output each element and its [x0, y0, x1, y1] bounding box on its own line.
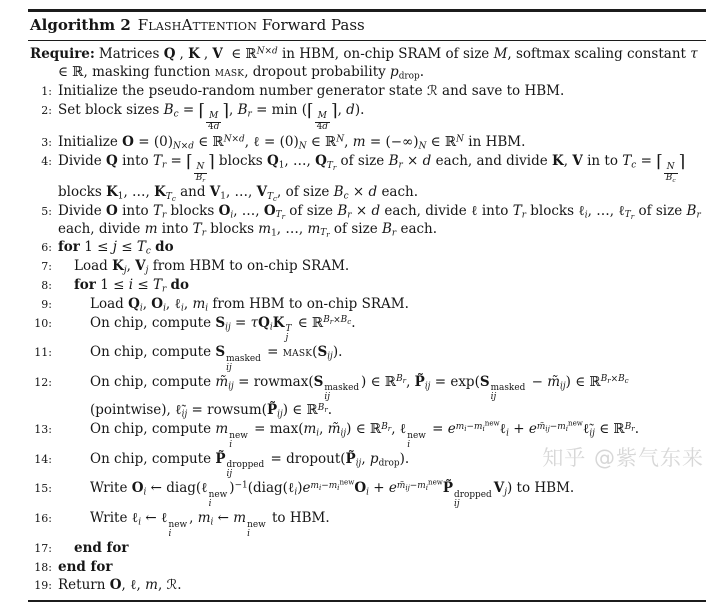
line-number: 7:	[41, 260, 52, 274]
line-content: Divide Q into $T_r$ = ⌈ $\frac{N}{B_r}$ ⌉ blocks $Q_1$, …, $Q_{T_r}$ of size $B_r \times d$ each, and divide K, V in to $T_c$ = ⌈ $\frac{N}{B_c}$ ⌉ blocks $K_1$, …, $K_{T_c}$ and $V_1$, …, $V_{T_c}$, of size $B_c \times d$ each.	[58, 151, 686, 203]
algorithm-line	[28, 315, 706, 344]
algorithm-line	[28, 258, 706, 276]
algorithm-block	[28, 9, 706, 602]
line-content: end for	[58, 558, 113, 575]
line-content: Initialize the pseudo-random number generator state ℛ and save to HBM.	[58, 83, 565, 100]
line-number: 2:	[41, 104, 52, 118]
line-content: Divide O into $T_r$ blocks $O_i$, …, $O_{T_r}$ of size $B_r \times d$ each, divide ℓ into $T_r$ blocks ℓ$_i$, …, ℓ$_{T_r}$ of size $B_r$ each, divide m into $T_r$ blocks $m_1$, …, $m_{T_r}$ of size $B_r$ each.	[58, 202, 701, 240]
line-number: 3:	[41, 136, 52, 150]
require-text: Matrices Q , K , V ∈ ℝ$^{N\times d}$ in HBM, on-chip SRAM of size M, softmax scaling constant τ ∈ ℝ, masking function mask, dropout probability $p_{drop}$.	[58, 45, 698, 82]
line-content: On chip, compute m new i = $\max(m_i$, $m̃_{ij}$) ∈ ℝ$^{B_r}$, ℓ new i = $e^{m_i-m_i^{new}}\ell_i$ + $e^{m̃_{ij}-m_i^{new}}\ell̃_{ij}$ ∈ ℝ$^{B_r}$.	[90, 418, 639, 450]
line-number: 17:	[34, 541, 52, 555]
algorithm-line	[28, 374, 706, 420]
line-number: 8:	[41, 278, 52, 292]
line-content: On chip, compute $S_{ij} = \tau Q_iK$ T j ∈ ℝ$^{B_r\times B_c}$.	[90, 314, 356, 344]
line-number: 11:	[34, 346, 52, 360]
line-content: Write $O_i$ ← diag(ℓ new i )$^{-1}(diag(\ell_i)e^{m_i-m_i^{new}}O_i$ + $e^{m̃_{ij}-m_i^{new}}P̃$ dropped ij $V_j$) to HBM.	[90, 477, 575, 509]
algorithm-line	[28, 134, 706, 152]
algorithm-header	[28, 12, 706, 40]
line-content: Load $K_j$, $V_j$ from HBM to on-chip SRAM.	[74, 258, 350, 276]
line-number: 13:	[34, 423, 52, 437]
algorithm-lines	[28, 83, 706, 595]
line-number: 14:	[34, 452, 52, 466]
line-number: 5:	[41, 204, 52, 218]
watermark: 知乎 @紫气东来	[542, 446, 704, 470]
line-content: Return O, ℓ, m, ℛ.	[58, 577, 182, 594]
algorithm-line	[28, 577, 706, 595]
line-content: Load $Q_i$, $O_i$, ℓ$_i$, $m_i$ from HBM to on-chip SRAM.	[90, 295, 409, 314]
line-content: for $1 \le j \le T_c$ do	[58, 239, 174, 258]
algorithm-line	[28, 102, 706, 133]
algorithm-line	[28, 83, 706, 101]
require-line	[28, 41, 706, 83]
algorithm-line	[28, 559, 706, 577]
line-number: 16:	[34, 512, 52, 526]
line-content: for $1 \le i \le T_r$ do	[74, 276, 189, 295]
line-number: 9:	[41, 297, 52, 311]
line-content: On chip, compute P̃ dropped ij = $dropout(P̃_{ij}$, $p_{drop}$).	[90, 450, 410, 480]
line-number: 18:	[34, 560, 52, 574]
line-content: end for	[74, 539, 129, 556]
algorithm-line	[28, 203, 706, 239]
line-number: 10:	[34, 316, 52, 330]
algorithm-line	[28, 510, 706, 539]
line-number: 12:	[34, 375, 52, 389]
line-content: On chip, compute S masked ij = $mask(S_{ij})$.	[90, 344, 343, 373]
algorithm-line	[28, 239, 706, 257]
line-content: Initialize $O = (0)_{N\times d}$ ∈ ℝ$^{N\times d}$, ℓ = $(0)_N$ ∈ ℝ$^N$, $m = (-\infty)_N$ ∈ ℝ$^N$ in HBM.	[58, 134, 526, 152]
algorithm-line	[28, 277, 706, 295]
require-label: Require:	[30, 45, 95, 62]
algorithm-line	[28, 153, 706, 202]
line-number: 19:	[34, 579, 52, 593]
line-content: Write ℓ$_i$ ← ℓ new i , $m_i$ ← m new i to HBM.	[90, 510, 330, 539]
algorithm-line	[28, 344, 706, 373]
line-number: 6:	[41, 241, 52, 255]
line-number: 4:	[41, 154, 52, 168]
algorithm-line	[28, 296, 706, 314]
line-number: 15:	[34, 482, 52, 496]
algorithm-line	[28, 540, 706, 558]
algorithm-line	[28, 477, 706, 509]
algorithm-title: FlashAttention Forward Pass	[137, 16, 365, 34]
algorithm-label: Algorithm 2	[30, 16, 131, 34]
line-content: Set block sizes $B_c$ = ⌈ $\frac{M}{4d}$ ⌉, $B_r = \min$ (⌈ $\frac{M}{4d}$ ⌉, d).	[58, 100, 365, 133]
line-content: On chip, compute $m̃_{ij} = rowmax(S$ masked ij ) ∈ ℝ$^{B_r}$, $P̃_{ij} = \exp(S$ masked ij − $m̃_{ij}$) ∈ ℝ$^{B_r\times B_c}$ (pointwise), $\ell̃_{ij}$ = $rowsum(P̃_{ij})$ ∈ ℝ$^{B_r}$.	[90, 373, 629, 421]
line-number: 1:	[41, 85, 52, 99]
